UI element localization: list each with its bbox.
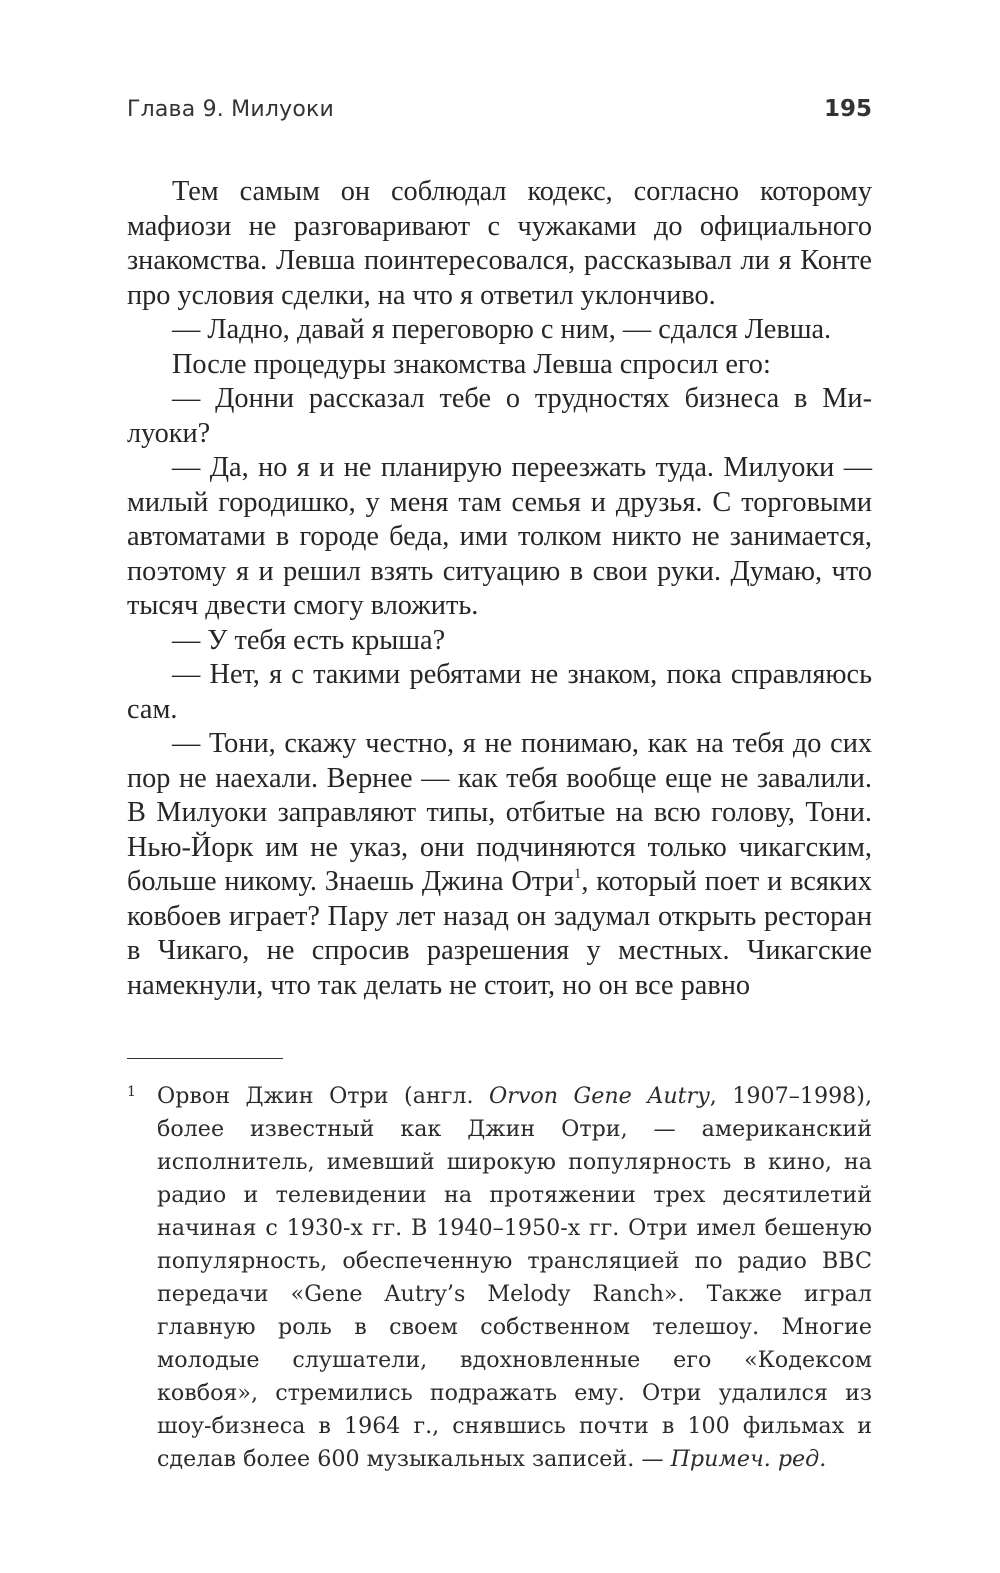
- footnote-divider: [127, 1058, 283, 1059]
- footnote: [127, 1080, 872, 1476]
- paragraph: — Да, но я и не планирую переезжать туда. Милуоки — милый городишко, у меня там семья и друзья. С торговыми автоматами в городе беда, ими толком никто не занимается, поэтому я и решил взять ситуацию в свои руки. Думаю, что тысяч двести смогу вложить.: [127, 452, 872, 621]
- footnote-reference[interactable]: 1: [573, 866, 582, 882]
- main-text: [127, 175, 872, 1003]
- paragraph-text: , который поет и всяких ковбоев играет? Пару лет назад он задумал открыть ресторан в Чикаго, не спросив разрешения у местных. Чикагские намекнули, что так делать не стоит, но он все равно: [127, 866, 872, 1001]
- paragraph: Тем самым он соблюдал кодекс, согласно которому мафиози не разговаривают с чужаками до официального знакомства. Левша поинтересовался, рассказывал ли я Конте про условия сделки, на что я ответил уклончиво.: [127, 176, 872, 311]
- footnote-mark: 1: [127, 1084, 136, 1100]
- footnote-text-part: Орвон Джин Отри (англ.: [157, 1083, 490, 1109]
- running-head: [127, 96, 872, 132]
- footnote-italic: Примеч. ред.: [670, 1446, 827, 1472]
- paragraph: После процедуры знакомства Левша спросил его:: [172, 348, 771, 380]
- paragraph: [127, 727, 872, 1003]
- paragraph: — Нет, я с такими ребятами не знаком, пока справляюсь сам.: [127, 659, 872, 725]
- paragraph: — Ладно, давай я переговорю с ним, — сдался Левша.: [172, 314, 832, 345]
- paragraph: — У тебя есть крыша?: [172, 624, 446, 656]
- paragraph: — Донни рассказал тебе о трудностях бизнеса в Милуоки?: [127, 383, 872, 449]
- footnote-italic: Orvon Gene Autry: [489, 1083, 710, 1109]
- page-number: 195: [823, 96, 872, 122]
- paragraph-text: — Тони, скажу честно, я не понимаю, как на тебя до сих пор не наехали. Вернее — как тебя вообще еще не завалили. В Милуоки заправляют типы, отбитые на всю голову, Тони. Нью-Йорк им не указ, они подчиняются только чикагским, больше никому. Знаешь Джина Отри: [127, 728, 872, 897]
- footnote-text-part: , 1907–1998), более известный как Джин Отри, — американский исполнитель, имевший широкую популярность в кино, на радио и телевидении на протяжении трех десятилетий начиная с 1930-х гг. В 1940–1950-х гг. Отри имел бешеную популярность, обеспеченную трансляцией по радио BBC передачи «Gene Autry’s Melody Ranch». Также играл главную роль в своем собственном телешоу. Многие молодые слушатели, вдохновленные его «Кодексом ковбоя», стремились подражать ему. Отри удалился из шоу-бизнеса в 1964 г., снявшись почти в 100 фильмах и сделав более 600 музыкальных записей. —: [157, 1083, 873, 1472]
- footnote-text: [157, 1080, 872, 1476]
- chapter-title: Глава 9. Милуоки: [127, 97, 334, 122]
